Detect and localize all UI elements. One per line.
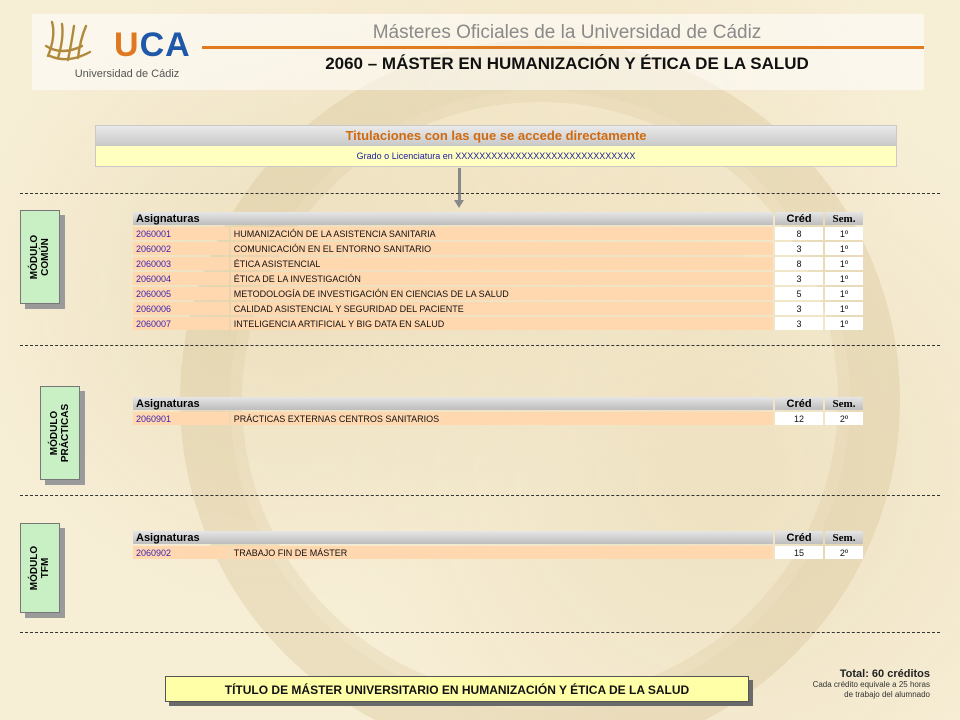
subject-name: CALIDAD ASISTENCIAL Y SEGURIDAD DEL PACIENTE bbox=[231, 302, 773, 315]
subject-credits: 3 bbox=[775, 317, 823, 330]
access-degrees-box bbox=[95, 125, 897, 167]
subject-credits: 8 bbox=[775, 257, 823, 270]
degree-title-banner: TÍTULO DE MÁSTER UNIVERSITARIO EN HUMANIZACIÓN Y ÉTICA DE LA SALUD bbox=[165, 676, 749, 702]
module-comun-label bbox=[20, 210, 60, 304]
module-tfm-label bbox=[20, 523, 60, 613]
section-divider bbox=[20, 345, 940, 346]
table-row bbox=[133, 257, 863, 270]
page-title: Másteres Oficiales de la Universidad de Cádiz bbox=[372, 22, 762, 43]
table-row bbox=[133, 302, 863, 315]
semester-header: Sem. bbox=[825, 531, 863, 544]
subject-code: 2060005 bbox=[133, 287, 229, 300]
subject-name: COMUNICACIÓN EN EL ENTORNO SANITARIO bbox=[231, 242, 773, 255]
subject-code: 2060001 bbox=[133, 227, 229, 240]
subject-semester: 1º bbox=[825, 272, 863, 285]
credits-header: Créd bbox=[775, 212, 823, 225]
table-header-row bbox=[133, 212, 863, 225]
total-credits: Total: 60 créditos bbox=[839, 668, 930, 680]
title-divider bbox=[202, 46, 924, 49]
table-row bbox=[133, 546, 863, 559]
page-header bbox=[32, 14, 924, 90]
uca-logo bbox=[42, 16, 192, 82]
section-divider bbox=[20, 495, 940, 496]
module-label-line2: TFM bbox=[40, 557, 51, 579]
table-row bbox=[133, 412, 863, 425]
credits-header: Créd bbox=[775, 531, 823, 544]
subject-semester: 2º bbox=[825, 546, 863, 559]
access-degrees-value: Grado o Licenciatura en XXXXXXXXXXXXXXXXXXXXXXXXXXXXXX bbox=[96, 146, 896, 166]
down-arrow-icon bbox=[458, 168, 461, 202]
subject-credits: 3 bbox=[775, 242, 823, 255]
subjects-header: Asignaturas bbox=[133, 531, 773, 544]
subject-code: 2060004 bbox=[133, 272, 229, 285]
subject-credits: 3 bbox=[775, 272, 823, 285]
subject-name: INTELIGENCIA ARTIFICIAL Y BIG DATA EN SALUD bbox=[231, 317, 773, 330]
module-practicas-label bbox=[40, 386, 80, 480]
credit-note-line1: Cada crédito equivale a 25 horas bbox=[812, 680, 930, 689]
subject-code: 2060901 bbox=[133, 412, 229, 425]
module-label-line1: MÓDULO bbox=[29, 545, 40, 591]
subject-code: 2060007 bbox=[133, 317, 229, 330]
subject-name: HUMANIZACIÓN DE LA ASISTENCIA SANITARIA bbox=[231, 227, 773, 240]
logo-wordmark: UCA bbox=[114, 26, 191, 64]
module-comun-table bbox=[131, 210, 865, 332]
logo-subtitle: Universidad de Cádiz bbox=[74, 68, 180, 80]
module-label-line2: PRÁCTICAS bbox=[60, 403, 71, 463]
subject-code: 2060006 bbox=[133, 302, 229, 315]
subject-credits: 15 bbox=[775, 546, 823, 559]
table-row bbox=[133, 272, 863, 285]
subject-name: PRÁCTICAS EXTERNAS CENTROS SANITARIOS bbox=[231, 412, 773, 425]
subject-name: ÉTICA DE LA INVESTIGACIÓN bbox=[231, 272, 773, 285]
subject-credits: 3 bbox=[775, 302, 823, 315]
subject-semester: 1º bbox=[825, 287, 863, 300]
subjects-header: Asignaturas bbox=[133, 212, 773, 225]
semester-header: Sem. bbox=[825, 397, 863, 410]
subject-credits: 5 bbox=[775, 287, 823, 300]
table-row bbox=[133, 227, 863, 240]
program-title: 2060 – MÁSTER EN HUMANIZACIÓN Y ÉTICA DE LA SALUD bbox=[325, 54, 809, 73]
module-practicas-table bbox=[131, 395, 865, 427]
subject-name: TRABAJO FIN DE MÁSTER bbox=[231, 546, 773, 559]
subject-code: 2060003 bbox=[133, 257, 229, 270]
module-label-line1: MÓDULO bbox=[29, 234, 40, 280]
table-row bbox=[133, 287, 863, 300]
subject-name: ÉTICA ASISTENCIAL bbox=[231, 257, 773, 270]
section-divider bbox=[20, 193, 940, 194]
module-label-line2: COMÚN bbox=[40, 238, 51, 276]
subject-credits: 12 bbox=[775, 412, 823, 425]
table-header-row bbox=[133, 397, 863, 410]
subject-semester: 2º bbox=[825, 412, 863, 425]
subject-semester: 1º bbox=[825, 227, 863, 240]
credits-header: Créd bbox=[775, 397, 823, 410]
table-header-row bbox=[133, 531, 863, 544]
subject-code: 2060002 bbox=[133, 242, 229, 255]
logo-emblem-icon bbox=[42, 16, 106, 64]
table-row bbox=[133, 317, 863, 330]
subject-semester: 1º bbox=[825, 257, 863, 270]
subject-semester: 1º bbox=[825, 317, 863, 330]
table-row bbox=[133, 242, 863, 255]
subject-semester: 1º bbox=[825, 242, 863, 255]
subjects-header: Asignaturas bbox=[133, 397, 773, 410]
total-credits-box bbox=[800, 668, 930, 700]
subject-semester: 1º bbox=[825, 302, 863, 315]
module-label-line1: MÓDULO bbox=[49, 410, 60, 456]
access-degrees-title: Titulaciones con las que se accede directamente bbox=[96, 126, 896, 146]
credit-note-line2: de trabajo del alumnado bbox=[844, 690, 930, 699]
semester-header: Sem. bbox=[825, 212, 863, 225]
subject-code: 2060902 bbox=[133, 546, 229, 559]
module-tfm-table bbox=[131, 529, 865, 561]
subject-credits: 8 bbox=[775, 227, 823, 240]
section-divider bbox=[20, 632, 940, 633]
subject-name: METODOLOGÍA DE INVESTIGACIÓN EN CIENCIAS DE LA SALUD bbox=[231, 287, 773, 300]
